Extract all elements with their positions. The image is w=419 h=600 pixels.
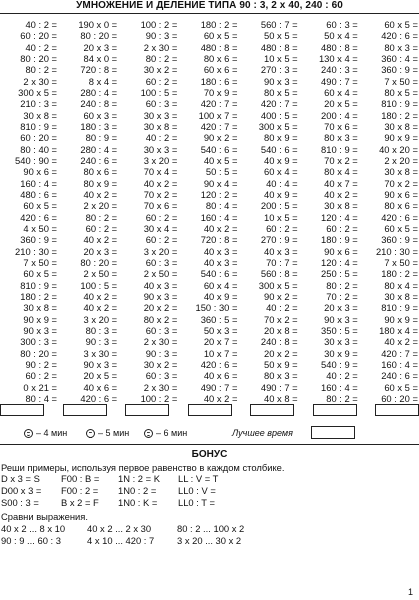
answer-box[interactable] [0, 404, 44, 416]
exercise: 7 x 50 = [384, 75, 418, 87]
exercise: 480 : 8 = [321, 41, 358, 53]
exercise: 30 x 8 = [23, 109, 57, 121]
exercise: 2 x 30 = [23, 75, 57, 87]
exercise: 80 x 6 = [203, 52, 238, 64]
exercise: 40 x 2 = [203, 392, 238, 404]
exercise: 80 : 4 = [25, 392, 57, 404]
bonus-equation: F00 : 2 = [61, 485, 99, 496]
exercise: 90 : 3 = [145, 347, 178, 359]
exercise: 90 : 2 = [25, 358, 57, 370]
exercise: 270 : 3 = [260, 64, 298, 76]
exercise: 90 x 9 = [384, 132, 418, 144]
exercise: 60 : 20 = [20, 132, 57, 144]
exercise: 2 x 30 = [143, 381, 178, 393]
exercise: 80 x 5 = [384, 86, 418, 98]
bonus-title: БОНУС [191, 449, 228, 460]
exercise: 280 : 4 = [80, 143, 118, 155]
exercise: 10 x 5 = [264, 52, 298, 64]
exercise: 60 x 6 = [203, 64, 238, 76]
exercise: 80 x 4 = [384, 279, 418, 291]
comparison-row [1, 535, 341, 546]
exercise: 810 : 9 = [321, 143, 358, 155]
exercise: 90 x 2 = [203, 132, 238, 144]
exercise: 60 : 2 = [326, 222, 358, 234]
exercise-column [361, 19, 419, 404]
exercise: 40 x 5 = [203, 154, 238, 166]
bonus-equation-row [1, 473, 341, 484]
exercise: 20 x 3 = [83, 245, 118, 257]
exercise: 90 x 6 = [324, 245, 358, 257]
exercise: 420 : 6 = [381, 30, 418, 42]
exercise: 60 x 5 = [23, 268, 57, 280]
exercise: 40 x 20 = [379, 143, 418, 155]
exercise: 70 : 7 = [266, 256, 298, 268]
exercise: 720 : 8 = [80, 64, 118, 76]
exercise: 2 x 50 = [143, 268, 178, 280]
exercise: 30 x 4 = [143, 222, 178, 234]
exercise: 60 : 20 = [20, 30, 57, 42]
exercise: 210 : 30 = [15, 245, 57, 257]
exercise: 300 : 3 = [20, 336, 57, 348]
exercise: 360 : 9 = [20, 234, 57, 246]
exercise: 30 x 2 = [143, 64, 178, 76]
exercise: 40 x 9 = [264, 154, 298, 166]
exercise-column [180, 19, 238, 404]
exercise: 3 x 30 = [83, 347, 118, 359]
exercise: 2 x 20 = [384, 154, 418, 166]
exercise: 80 : 2 = [25, 64, 57, 76]
exercise: 90 x 9 = [384, 313, 418, 325]
exercise: 60 : 3 = [145, 98, 178, 110]
exercise: 240 : 6 = [381, 370, 418, 382]
exercise: 240 : 3 = [321, 64, 358, 76]
comparison-item: 80 : 2 ... 100 x 2 [177, 523, 245, 534]
exercise: 480 : 6 = [20, 188, 57, 200]
exercise: 70 x 6 = [143, 200, 178, 212]
exercise: 200 : 4 = [321, 109, 358, 121]
exercise-column [301, 19, 359, 404]
exercise: 720 : 8 = [200, 234, 238, 246]
exercise: 40 x 9 = [203, 290, 238, 302]
exercise: 20 x 5 = [324, 98, 358, 110]
exercise: 60 : 3 = [145, 324, 178, 336]
exercise: 200 : 5 = [260, 200, 298, 212]
exercise: 60 : 2 = [145, 75, 178, 87]
exercise: 420 : 6 = [200, 358, 238, 370]
exercise: 90 x 3 = [324, 313, 358, 325]
exercise: 60 x 3 = [83, 109, 118, 121]
bonus-equation: LL : V = T [178, 473, 219, 484]
exercise: 80 x 3 = [384, 41, 418, 53]
exercise-column [0, 19, 58, 404]
exercise-column [241, 19, 299, 404]
exercise: 420 : 7 = [381, 347, 418, 359]
answer-box[interactable] [188, 404, 232, 416]
exercise: 180 : 2 = [381, 268, 418, 280]
exercise: 90 x 3 = [143, 290, 178, 302]
exercise: 560 : 7 = [260, 19, 298, 30]
exercise: 80 : 20 = [20, 347, 57, 359]
exercise: 30 x 8 = [23, 302, 57, 314]
exercise: 50 x 9 = [264, 358, 298, 370]
exercise: 0 x 21 = [23, 381, 57, 393]
comparison-item: 40 x 2 ... 8 x 10 [1, 523, 66, 534]
exercise: 40 x 2 = [83, 234, 118, 246]
bonus-rule [0, 444, 419, 445]
exercise: 40 x 3 = [203, 245, 238, 257]
exercise: 3 x 20 = [83, 313, 118, 325]
exercise: 60 : 2 = [145, 234, 178, 246]
exercise: 360 : 9 = [381, 64, 418, 76]
exercise: 80 : 2 = [145, 52, 178, 64]
exercise: 80 : 2 = [326, 279, 358, 291]
exercise: 40 x 7 = [324, 177, 358, 189]
page-number: 1 [407, 587, 413, 597]
exercise: 90 x 3 = [23, 324, 57, 336]
exercise: 10 x 5 = [264, 211, 298, 223]
exercise: 60 : 3 = [145, 370, 178, 382]
exercise-grid [0, 19, 419, 404]
exercise: 90 x 3 = [264, 75, 298, 87]
exercise: 240 : 8 = [260, 336, 298, 348]
exercise: 180 : 2 = [381, 109, 418, 121]
bonus-instruction: Реши примеры, используя первое равенство в каждом столбике. [1, 462, 285, 473]
best-time-label: Лучшее время [232, 428, 293, 438]
smiley-sad-icon [144, 429, 153, 438]
exercise: 360 : 5 = [200, 313, 238, 325]
exercise: 60 : 2 = [25, 370, 57, 382]
exercise: 40 x 3 = [264, 245, 298, 257]
exercise: 30 x 3 = [143, 143, 178, 155]
exercise: 30 x 8 = [324, 200, 358, 212]
exercise: 20 x 7 = [203, 336, 238, 348]
answer-box[interactable] [313, 404, 357, 416]
bonus-equation: B x 2 = F [61, 497, 99, 508]
exercise: 180 : 3 = [80, 120, 118, 132]
exercise: 40 x 2 = [203, 222, 238, 234]
bonus-equation: LL0 : T = [178, 497, 215, 508]
exercise: 300 x 5 = [258, 120, 298, 132]
bonus-equation: F00 : B = [61, 473, 100, 484]
exercise: 70 x 2 = [324, 154, 358, 166]
exercise: 4 x 50 = [23, 222, 57, 234]
exercise: 40 x 2 = [324, 188, 358, 200]
exercise: 84 x 0 = [83, 52, 118, 64]
exercise: 540 : 6 = [260, 143, 298, 155]
exercise: 130 x 4 = [318, 52, 358, 64]
exercise: 40 : 2 = [25, 19, 57, 30]
exercise: 490 : 7 = [321, 75, 358, 87]
exercise: 40 x 3 = [203, 256, 238, 268]
exercise: 180 : 2 = [200, 19, 238, 30]
exercise: 90 x 2 = [264, 290, 298, 302]
exercise: 180 : 6 = [200, 75, 238, 87]
exercise: 80 x 9 = [264, 132, 298, 144]
exercise: 810 : 9 = [20, 279, 57, 291]
bonus-equation: D00 x 3 = [1, 485, 42, 496]
exercise: 60 x 4 = [203, 279, 238, 291]
exercise: 560 : 8 = [260, 268, 298, 280]
exercise: 60 x 5 = [203, 30, 238, 42]
exercise: 50 x 3 = [203, 324, 238, 336]
exercise: 60 : 20 = [381, 392, 418, 404]
exercise: 80 x 3 = [264, 370, 298, 382]
best-time-box[interactable] [311, 426, 355, 439]
exercise: 40 x 6 = [83, 381, 118, 393]
exercise: 80 : 3 = [85, 324, 118, 336]
exercise: 80 : 20 = [20, 52, 57, 64]
exercise: 50 : 5 = [205, 166, 238, 178]
comparison-row [1, 523, 341, 534]
exercise: 180 : 2 = [20, 290, 57, 302]
exercise: 40 x 8 = [264, 392, 298, 404]
timing-good-label: – 5 мин [98, 428, 130, 438]
exercise: 60 x 5 = [384, 19, 418, 30]
exercise: 8 x 4 = [88, 75, 118, 87]
bonus-equation: LL0 : V = [178, 485, 216, 496]
exercise: 480 : 8 = [260, 41, 298, 53]
exercise: 40 : 2 = [326, 370, 358, 382]
exercise: 80 x 2 = [143, 313, 178, 325]
exercise: 420 : 6 = [20, 211, 57, 223]
exercise: 810 : 9 = [20, 120, 57, 132]
exercise: 40 x 2 = [83, 188, 118, 200]
exercise-column [60, 19, 118, 404]
exercise: 80 : 2 = [85, 211, 118, 223]
bonus-equation-row [1, 485, 341, 496]
exercise: 420 : 7 = [200, 120, 238, 132]
exercise: 270 : 9 = [260, 234, 298, 246]
answer-box[interactable] [125, 404, 169, 416]
exercise: 490 : 7 = [260, 381, 298, 393]
exercise: 7 x 50 = [23, 256, 57, 268]
exercise: 70 x 6 = [324, 120, 358, 132]
answer-boxes [0, 404, 419, 417]
exercise: 540 : 6 = [200, 143, 238, 155]
exercise: 240 : 8 = [80, 98, 118, 110]
exercise: 60 x 5 = [384, 222, 418, 234]
exercise: 40 x 9 = [264, 188, 298, 200]
exercise-column [120, 19, 178, 404]
exercise: 90 : 3 = [85, 336, 118, 348]
exercise: 80 : 20 = [80, 256, 118, 268]
exercise: 50 x 4 = [324, 30, 358, 42]
exercise: 50 x 5 = [264, 30, 298, 42]
exercise: 540 : 90 = [15, 154, 57, 166]
exercise: 90 x 4 = [203, 177, 238, 189]
exercise: 90 : 3 = [145, 30, 178, 42]
exercise: 2 x 30 = [143, 41, 178, 53]
timing-good [86, 426, 129, 440]
bonus-equation: D x 3 = S [1, 473, 40, 484]
exercise: 40 x 2 = [384, 336, 418, 348]
exercise: 490 : 7 = [200, 381, 238, 393]
bonus-equation: S00 : 3 = [1, 497, 39, 508]
exercise: 360 : 9 = [381, 234, 418, 246]
exercise: 90 x 9 = [23, 313, 57, 325]
exercise: 20 x 3 = [324, 302, 358, 314]
exercise: 60 : 3 = [326, 19, 358, 30]
timing-row [0, 426, 419, 440]
exercise: 180 : 9 = [321, 234, 358, 246]
exercise: 120 : 2 = [200, 188, 238, 200]
exercise: 30 x 8 = [384, 120, 418, 132]
exercise: 20 x 8 = [264, 324, 298, 336]
exercise: 210 : 30 = [375, 245, 418, 257]
exercise: 400 : 5 = [260, 109, 298, 121]
exercise: 280 : 4 = [80, 86, 118, 98]
exercise: 70 x 2 = [143, 188, 178, 200]
exercise: 80 : 20 = [80, 30, 118, 42]
exercise: 30 x 8 = [143, 120, 178, 132]
answer-box[interactable] [375, 404, 419, 416]
exercise: 40 x 2 = [143, 177, 178, 189]
exercise: 30 x 3 = [324, 336, 358, 348]
exercise: 100 : 5 = [80, 279, 118, 291]
comparison-item: 4 x 10 ... 420 : 7 [87, 535, 155, 546]
smiley-happy-icon [24, 429, 33, 438]
answer-box[interactable] [250, 404, 294, 416]
exercise: 30 x 8 = [384, 290, 418, 302]
exercise: 80 x 6 = [83, 166, 118, 178]
timing-excellent-label: – 4 мин [36, 428, 68, 438]
exercise: 100 : 5 = [140, 86, 178, 98]
exercise: 160 : 4 = [200, 211, 238, 223]
exercise: 160 : 4 = [381, 358, 418, 370]
exercise: 30 x 2 = [143, 358, 178, 370]
exercise: 100 : 2 = [140, 19, 178, 30]
exercise: 480 : 8 = [200, 41, 238, 53]
bonus-equation-row [1, 497, 341, 508]
timing-slow [144, 426, 187, 440]
exercise: 70 x 2 = [384, 177, 418, 189]
exercise: 80 x 9 = [83, 177, 118, 189]
bonus-equation: 1N0 : K = [118, 497, 158, 508]
exercise: 80 : 2 = [326, 392, 358, 404]
exercise: 210 : 3 = [20, 98, 57, 110]
exercise: 30 x 3 = [143, 109, 178, 121]
exercise: 420 : 6 = [80, 392, 118, 404]
bonus-equation: 1N0 : 2 = [118, 485, 157, 496]
exercise: 40 : 4 = [266, 177, 298, 189]
exercise: 2 x 20 = [83, 200, 118, 212]
exercise: 60 : 2 = [85, 222, 118, 234]
comparison-item: 90 : 9 ... 60 : 3 [1, 535, 61, 546]
exercise: 40 x 6 = [203, 370, 238, 382]
exercise: 30 x 9 = [324, 347, 358, 359]
answer-box[interactable] [63, 404, 107, 416]
exercise: 60 x 4 = [264, 166, 298, 178]
exercise: 20 x 2 = [264, 347, 298, 359]
exercise: 80 x 6 = [384, 200, 418, 212]
exercise: 70 : 2 = [326, 290, 358, 302]
exercise: 2 x 50 = [83, 268, 118, 280]
comparison-item: 40 x 2 ... 2 x 30 [87, 523, 152, 534]
compare-title: Сравни выражения. [1, 511, 88, 522]
exercise: 420 : 6 = [381, 211, 418, 223]
exercise: 80 : 40 = [20, 143, 57, 155]
exercise: 360 : 4 = [381, 52, 418, 64]
comparison-item: 3 x 20 ... 30 x 2 [177, 535, 242, 546]
exercise: 2 x 30 = [143, 336, 178, 348]
timing-slow-label: – 6 мин [156, 428, 188, 438]
exercise: 90 x 6 = [23, 166, 57, 178]
exercise: 350 : 5 = [321, 324, 358, 336]
exercise: 810 : 9 = [381, 302, 418, 314]
exercise: 60 : 2 = [145, 211, 178, 223]
exercise: 250 : 5 = [321, 268, 358, 280]
exercise: 300 x 5 = [258, 279, 298, 291]
exercise: 80 : 9 = [85, 132, 118, 144]
exercise: 150 : 30 = [195, 302, 238, 314]
exercise: 160 : 4 = [321, 381, 358, 393]
exercise: 40 : 2 = [145, 132, 178, 144]
exercise: 540 : 6 = [200, 268, 238, 280]
exercise: 60 x 4 = [324, 86, 358, 98]
exercise: 420 : 7 = [260, 98, 298, 110]
exercise: 540 : 9 = [321, 358, 358, 370]
exercise: 100 : 2 = [140, 392, 178, 404]
exercise: 80 x 5 = [264, 86, 298, 98]
exercise: 20 x 2 = [143, 302, 178, 314]
exercise: 40 x 3 = [143, 279, 178, 291]
exercise: 60 x 5 = [384, 381, 418, 393]
exercise: 60 : 2 = [266, 222, 298, 234]
page-title: УМНОЖЕНИЕ И ДЕЛЕНИЕ ТИПА 90 : 3, 2 х 40, 240 : 60 [76, 0, 343, 11]
exercise: 120 : 4 = [321, 211, 358, 223]
exercise: 40 x 2 = [83, 290, 118, 302]
exercise: 90 x 6 = [384, 188, 418, 200]
exercise: 240 : 6 = [80, 154, 118, 166]
exercise: 3 x 20 = [143, 245, 178, 257]
exercise: 80 : 4 = [205, 200, 238, 212]
exercise: 7 x 50 = [384, 256, 418, 268]
exercise: 180 x 4 = [379, 324, 418, 336]
exercise: 80 x 3 = [324, 132, 358, 144]
exercise: 60 : 3 = [145, 256, 178, 268]
exercise: 810 : 9 = [381, 98, 418, 110]
exercise: 20 x 5 = [83, 370, 118, 382]
exercise: 3 x 20 = [143, 154, 178, 166]
exercise: 70 x 4 = [143, 166, 178, 178]
exercise: 100 x 7 = [198, 109, 238, 121]
exercise: 70 x 2 = [264, 313, 298, 325]
exercise: 90 x 3 = [83, 358, 118, 370]
exercise: 160 : 4 = [20, 177, 57, 189]
exercise: 40 : 2 = [266, 302, 298, 314]
exercise: 120 : 4 = [321, 256, 358, 268]
smiley-neutral-icon [86, 429, 95, 438]
bonus-equation: 1N : 2 = K [118, 473, 160, 484]
exercise: 80 x 4 = [324, 166, 358, 178]
exercise: 190 x 0 = [78, 19, 118, 30]
exercise: 420 : 7 = [200, 98, 238, 110]
timing-excellent [24, 426, 67, 440]
exercise: 300 x 5 = [18, 86, 57, 98]
exercise: 20 x 3 = [83, 41, 118, 53]
exercise: 70 x 9 = [203, 86, 238, 98]
exercise: 10 x 7 = [203, 347, 238, 359]
exercise: 30 x 8 = [384, 166, 418, 178]
title-rule [0, 13, 419, 14]
exercise: 40 x 2 = [83, 302, 118, 314]
exercise: 40 : 2 = [25, 41, 57, 53]
exercise: 60 x 5 = [23, 200, 57, 212]
